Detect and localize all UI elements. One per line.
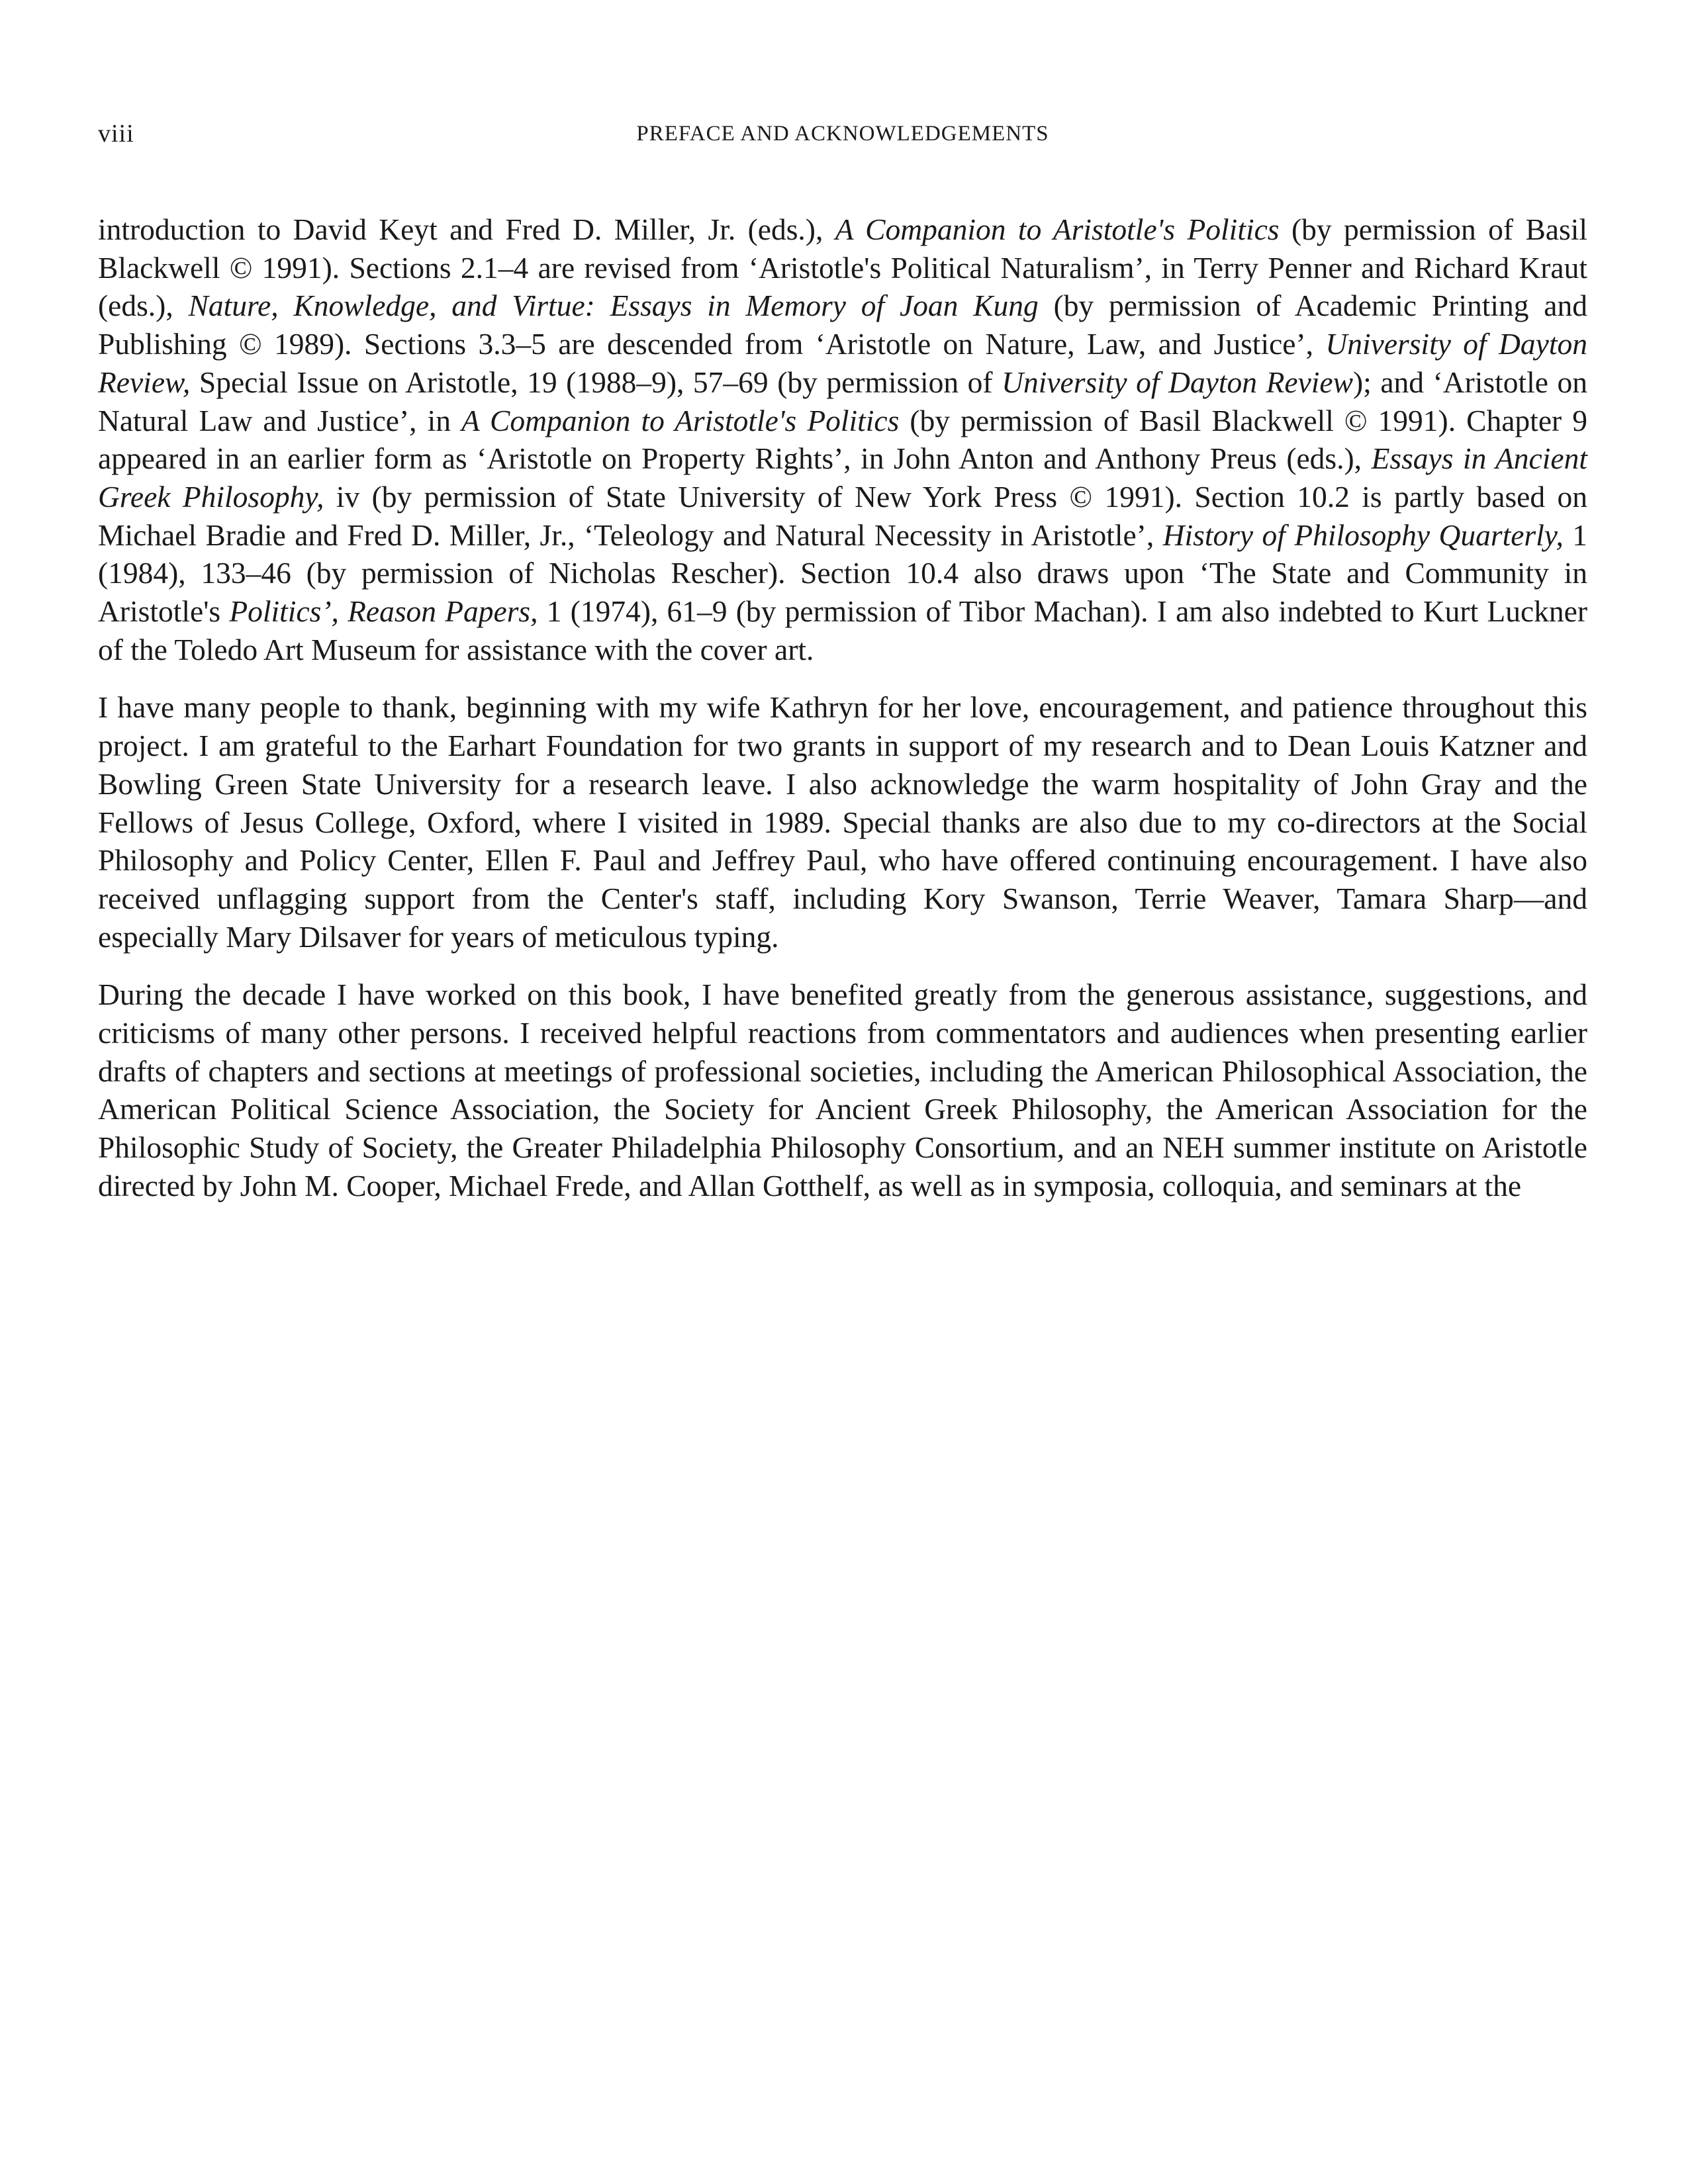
running-head xyxy=(98,114,1587,154)
journal-title: History of Philosophy Quarterly, xyxy=(1162,518,1564,552)
book-title: Essays in Ancient Greek Philosophy, xyxy=(98,441,1587,514)
paragraph-permissions xyxy=(98,210,1587,668)
text-segment: I have many people to thank, beginning with my wife Kathryn for her love, encouragement, and patience throughout this project. I am grateful to the Earhart Foundation for two grants in support of my research and to Dean Louis Katzner and Bowling Green State University for a research leave. I also acknowledge the warm hospitality of John Gray and the Fellows of Jesus College, Oxford, where I visited in 1989. Special thanks are also due to my co-directors at the Social Philosophy and Policy Center, Ellen F. Paul and Jeffrey Paul, who have offered continuing encouragement. I have also received unflagging support from the Center's staff, including Kory Swanson, Terrie Weaver, Tamara Sharp—and especially Mary Dilsaver for years of meticulous typing. xyxy=(98,690,1587,954)
text-segment: 1 (1974), 61–9 (by permission of Tibor Machan). I am also indebted to Kurt Luckner of the Toledo Art Museum for assistance with the cover art. xyxy=(98,594,1588,666)
text-segment: (by permission of Basil Blackwell © 1991). Chapter 9 appeared in an earlier form as ‘Aristotle on Property Rights’, in John Anton and Anthony Preus (eds.), xyxy=(98,403,1587,476)
text-segment: (by permission of Academic Printing and Publishing © 1989). Sections 3.3–5 are descended from ‘Aristotle on Nature, Law, and Justice’, xyxy=(98,289,1587,361)
running-title: PREFACE AND ACKNOWLEDGEMENTS xyxy=(636,122,1049,146)
body-text xyxy=(98,210,1587,1225)
text-segment: During the decade I have worked on this book, I have benefited greatly from the generous assistance, suggestions, and criticisms of many other persons. I received helpful reactions from commentators and audiences when presenting earlier drafts of chapters and sections at meetings of professional societies, including the American Philosophical Association, the American Political Science Association, the Society for Ancient Greek Philosophy, the American Association for the Philosophic Study of Society, the Greater Philadelphia Philosophy Consortium, and an NEH summer institute on Aristotle directed by John M. Cooper, Michael Frede, and Allan Gotthelf, as well as in symposia, colloquia, and seminars at the xyxy=(98,978,1587,1203)
text-segment: iv (by permission of State University of New York Press © 1991). Section 10.2 is partly based on Michael Bradie and Fred D. Miller, Jr., ‘Teleology and Natural Necessity in Aristotle’, xyxy=(98,479,1587,552)
book-title: Nature, Knowledge, and Virtue: Essays in Memory of Joan Kung xyxy=(188,289,1039,323)
page-number: viii xyxy=(98,120,134,148)
book-title: A Companion to Aristotle's Politics xyxy=(835,212,1280,246)
text-segment: (by permission of Basil Blackwell © 1991). Sections 2.1–4 are revised from ‘Aristotle's Political Naturalism’, in Terry Penner and Richard Kraut (eds.), xyxy=(98,212,1587,323)
paragraph-benefits xyxy=(98,976,1587,1205)
journal-title: Politics’, Reason Papers, xyxy=(229,594,538,629)
text-segment: Special Issue on Aristotle, 19 (1988–9), 57–69 (by permission of xyxy=(190,365,1002,399)
paragraph-thanks xyxy=(98,688,1587,956)
book-title: A Companion to Aristotle's Politics xyxy=(461,403,900,437)
journal-title: University of Dayton Review xyxy=(1002,365,1353,399)
text-segment: introduction to David Keyt and Fred D. Miller, Jr. (eds.), xyxy=(98,212,835,246)
text-segment: 1 (1984), 133–46 (by permission of Nicholas Rescher). Section 10.4 also draws upon ‘The State and Community in Aristotle's xyxy=(98,518,1587,629)
journal-title: University of Dayton Review, xyxy=(98,327,1587,399)
text-segment: ); and ‘Aristotle on Natural Law and Justice’, in xyxy=(98,365,1587,437)
